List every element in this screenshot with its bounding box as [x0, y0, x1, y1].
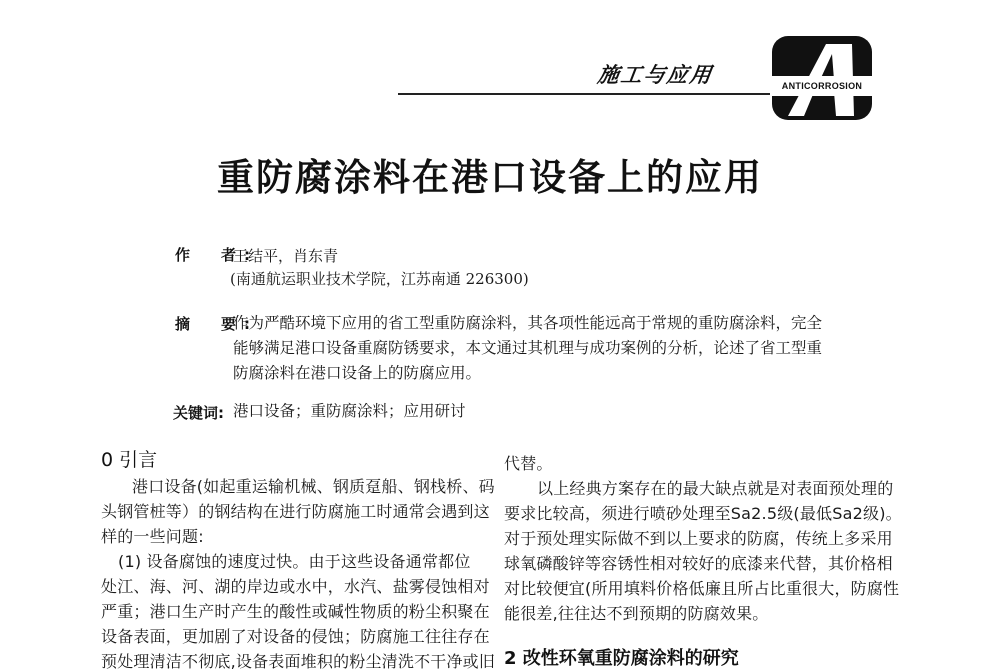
abstract-line: 能够满足港口设备重腐防锈要求，本文通过其机理与成功案例的分析，论述了省工型重 [233, 339, 823, 357]
keywords-text: 港口设备；重防腐涂料；应用研讨 [233, 402, 466, 420]
body-line: 处江、海、河、湖的岸边或水中，水汽、盐雾侵蚀相对 [101, 577, 490, 596]
abstract-label: 摘 要: [175, 315, 258, 333]
section-heading-intro: 0 引言 [101, 449, 158, 471]
body-line: 对于预处理实际做不到以上要求的防腐，传统上多采用 [504, 529, 893, 548]
page-title: 重防腐涂料在港口设备上的应用 [217, 156, 763, 199]
body-line: 以上经典方案存在的最大缺点就是对表面预处理的 [537, 479, 894, 498]
header-rule [398, 93, 773, 95]
body-line: 预处理清洁不彻底,设备表面堆积的粉尘清洗不干净或旧 [101, 652, 496, 671]
author-names: 王结平，肖东青 [233, 247, 339, 265]
body-line: 样的一些问题: [101, 527, 204, 546]
body-line: 头钢管桩等）的钢结构在进行防腐施工时通常会遇到这 [101, 502, 490, 521]
section-heading-research: 2 改性环氧重防腐涂料的研究 [504, 648, 739, 669]
section-label: 施工与应用 [596, 63, 715, 87]
body-line: 代替。 [504, 454, 553, 473]
logo-mark-icon [770, 34, 874, 122]
body-line: 能很差,往往达不到预期的防腐效果。 [504, 604, 769, 623]
body-line: (1) 设备腐蚀的速度过快。由于这些设备通常都位 [118, 552, 471, 571]
body-line: 严重；港口生产时产生的酸性或碱性物质的粉尘积聚在 [101, 602, 490, 621]
author-label: 作 者: [175, 246, 258, 264]
abstract-line: 作为严酷环境下应用的省工型重防腐涂料，其各项性能远高于常规的重防腐涂料，完全 [233, 314, 823, 332]
body-line: 设备表面，更加剧了对设备的侵蚀；防腐施工往往存在 [101, 627, 490, 646]
abstract-line: 防腐涂料在港口设备上的防腐应用。 [233, 364, 482, 382]
body-line: 要求比较高，须进行喷砂处理至Sa2.5级(最低Sa2级)。 [504, 504, 902, 523]
body-line: 港口设备(如起重运输机械、钢质趸船、钢栈桥、码 [132, 477, 495, 496]
author-affiliation: (南通航运职业技术学院，江苏南通 226300) [230, 270, 529, 288]
keywords-label: 关键词: [173, 404, 224, 422]
body-line: 球氧磷酸锌等容锈性相对较好的底漆来代替，其价格相 [504, 554, 893, 573]
logo-text: ANTICORROSION [781, 81, 863, 91]
body-line: 对比较便宜(所用填料价格低廉且所占比重很大，防腐性 [504, 579, 900, 598]
anticorrosion-logo [770, 34, 874, 122]
